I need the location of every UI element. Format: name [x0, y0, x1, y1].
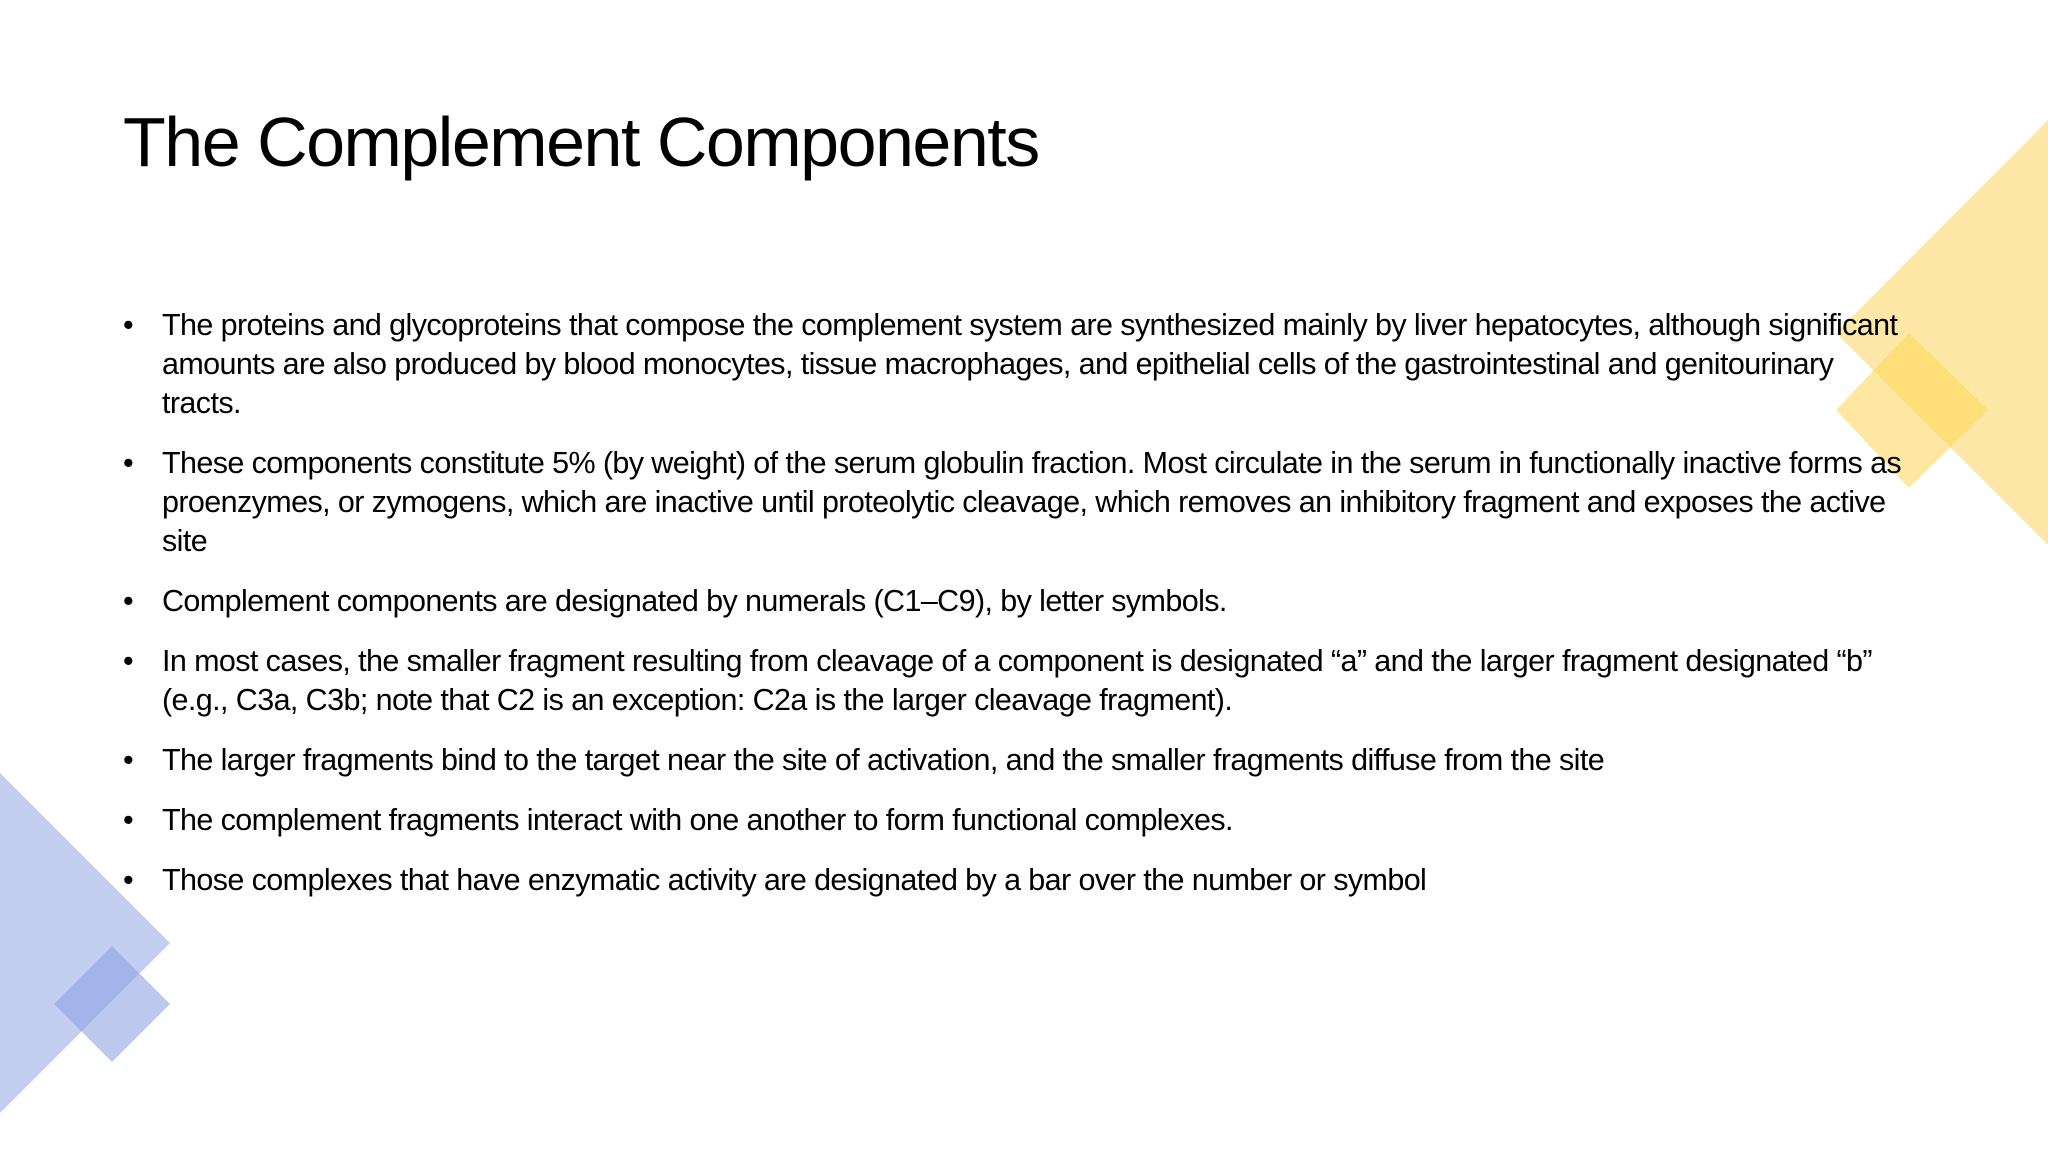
- slide-title: The Complement Components: [123, 103, 1039, 181]
- bullet-list: [123, 306, 1913, 921]
- bullet-dot-icon: •: [123, 863, 134, 897]
- bullet-dot-icon: •: [123, 743, 134, 777]
- bullet-text: The larger fragments bind to the target near the site of activation, and the smaller fragments diffuse from the site: [162, 743, 1605, 777]
- bullet-dot-icon: •: [123, 644, 134, 678]
- list-item: [123, 801, 1913, 840]
- list-item: [123, 444, 1913, 561]
- list-item: [123, 642, 1913, 720]
- bullet-dot-icon: •: [123, 584, 134, 618]
- bullet-dot-icon: •: [123, 803, 134, 837]
- list-item: [123, 861, 1913, 900]
- list-item: [123, 582, 1913, 621]
- bullet-text: Those complexes that have enzymatic activity are designated by a bar over the number or symbol: [162, 863, 1427, 897]
- bullet-dot-icon: •: [123, 308, 134, 342]
- list-item: [123, 741, 1913, 780]
- bullet-text: The proteins and glycoproteins that compose the complement system are synthesized mainly by liver hepatocytes, although significant amounts are also produced by blood monocytes, tissue macrophages, and epithelial cells of the gastrointestinal and genitourinary tracts.: [162, 308, 1898, 420]
- list-item: [123, 306, 1913, 423]
- bullet-text: The complement fragments interact with one another to form functional complexes.: [162, 803, 1233, 837]
- bullet-text: Complement components are designated by numerals (C1–C9), by letter symbols.: [162, 584, 1227, 618]
- bullet-dot-icon: •: [123, 446, 134, 480]
- bullet-text: These components constitute 5% (by weight) of the serum globulin fraction. Most circulate in the serum in functionally inactive forms as proenzymes, or zymogens, which are inactive until proteolytic cleavage, which removes an inhibitory fragment and exposes the active site: [162, 446, 1902, 558]
- bullet-text: In most cases, the smaller fragment resulting from cleavage of a component is designated “a” and the larger fragment designated “b” (e.g., C3a, C3b; note that C2 is an exception: C2a is the larger cleavage fragment).: [162, 644, 1872, 717]
